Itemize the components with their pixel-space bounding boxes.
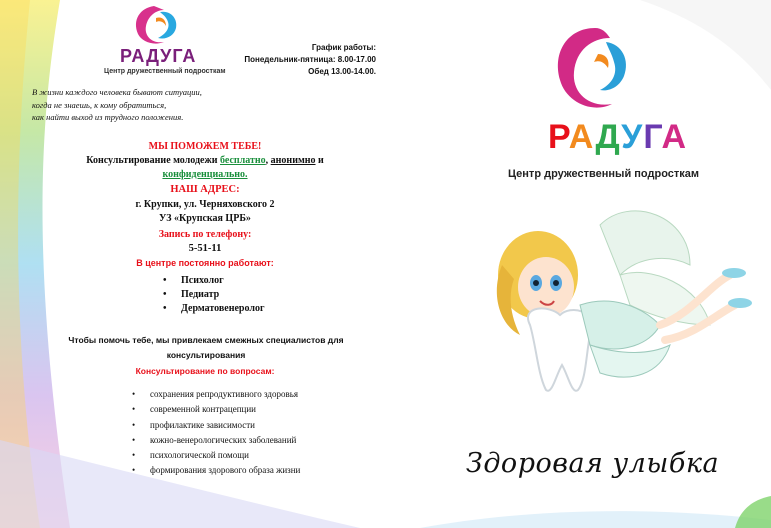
help-heading: МЫ ПОМОЖЕМ ТЕБЕ! <box>148 141 262 152</box>
logo-wordmark-small: РАДУГА <box>120 46 197 66</box>
consult-confidential-line <box>40 169 370 180</box>
logo-wordmark-large: РАДУГА <box>548 118 688 156</box>
staff-item: • Педиатр <box>163 288 265 302</box>
logo-subtitle-large: Центр дружественный подросткам <box>508 168 700 180</box>
staff-heading: В центре постоянно работают: <box>136 258 274 268</box>
phone-number: 5-51-11 <box>188 243 222 254</box>
topic-item: • сохранения репродуктивного здоровья <box>132 387 300 402</box>
consult-line <box>40 155 370 166</box>
schedule-weekdays: Понедельник-пятница: 8.00-17.00 <box>244 55 376 64</box>
topics-list <box>132 387 300 479</box>
address-institution: УЗ «Крупская ЦРБ» <box>159 213 251 224</box>
intro-line: В жизни каждого человека бывают ситуации, <box>32 87 202 97</box>
specialists-line: консультирования <box>166 350 246 360</box>
topic-item: • формирования здорового образа жизни <box>132 463 300 478</box>
consult-comma: , <box>265 155 271 166</box>
specialists-line: Чтобы помочь тебе, мы привлекаем смежных специалистов для <box>68 335 344 345</box>
consult-prefix: Консультирование молодежи <box>86 155 221 166</box>
schedule-title: График работы: <box>311 43 376 52</box>
intro-line: когда не знаешь, к кому обратиться, <box>32 99 167 110</box>
address-heading: НАШ АДРЕС: <box>170 184 240 195</box>
consult-anon: анонимно <box>270 155 316 166</box>
topic-item: • психологической помощи <box>132 448 300 463</box>
address-street: г. Крупки, ул. Черняховского 2 <box>135 199 275 210</box>
schedule-lunch: Обед 13.00-14.00. <box>308 67 376 76</box>
topics-heading: Консультирование по вопросам: <box>135 366 275 376</box>
logo-swirl-icon <box>112 2 202 52</box>
topic-item: • современной контрацепции <box>132 402 300 417</box>
logo-large <box>540 22 640 122</box>
brochure-title: Здоровая улыбка <box>466 448 720 479</box>
phone-heading: Запись по телефону: <box>158 229 252 240</box>
consult-and: и <box>315 155 324 166</box>
topic-item: • профилактике зависимости <box>132 418 300 433</box>
logo-swirl-large-icon <box>540 22 640 122</box>
topic-item: • кожно-венерологических заболеваний <box>132 433 300 448</box>
intro-text <box>32 86 242 124</box>
staff-list <box>163 274 265 316</box>
staff-item: • Психолог <box>163 274 265 288</box>
intro-line: как найти выход из трудного положения. <box>32 112 184 122</box>
staff-item: • Дерматовенеролог <box>163 302 265 316</box>
tooth-fairy-illustration <box>490 205 760 415</box>
consult-free: бесплатно <box>220 155 266 166</box>
specialists-text <box>38 333 374 363</box>
consult-confidential: конфиденциально. <box>162 169 248 180</box>
logo-subtitle-small: Центр дружественный подросткам <box>104 68 226 75</box>
schedule-block <box>232 42 376 78</box>
